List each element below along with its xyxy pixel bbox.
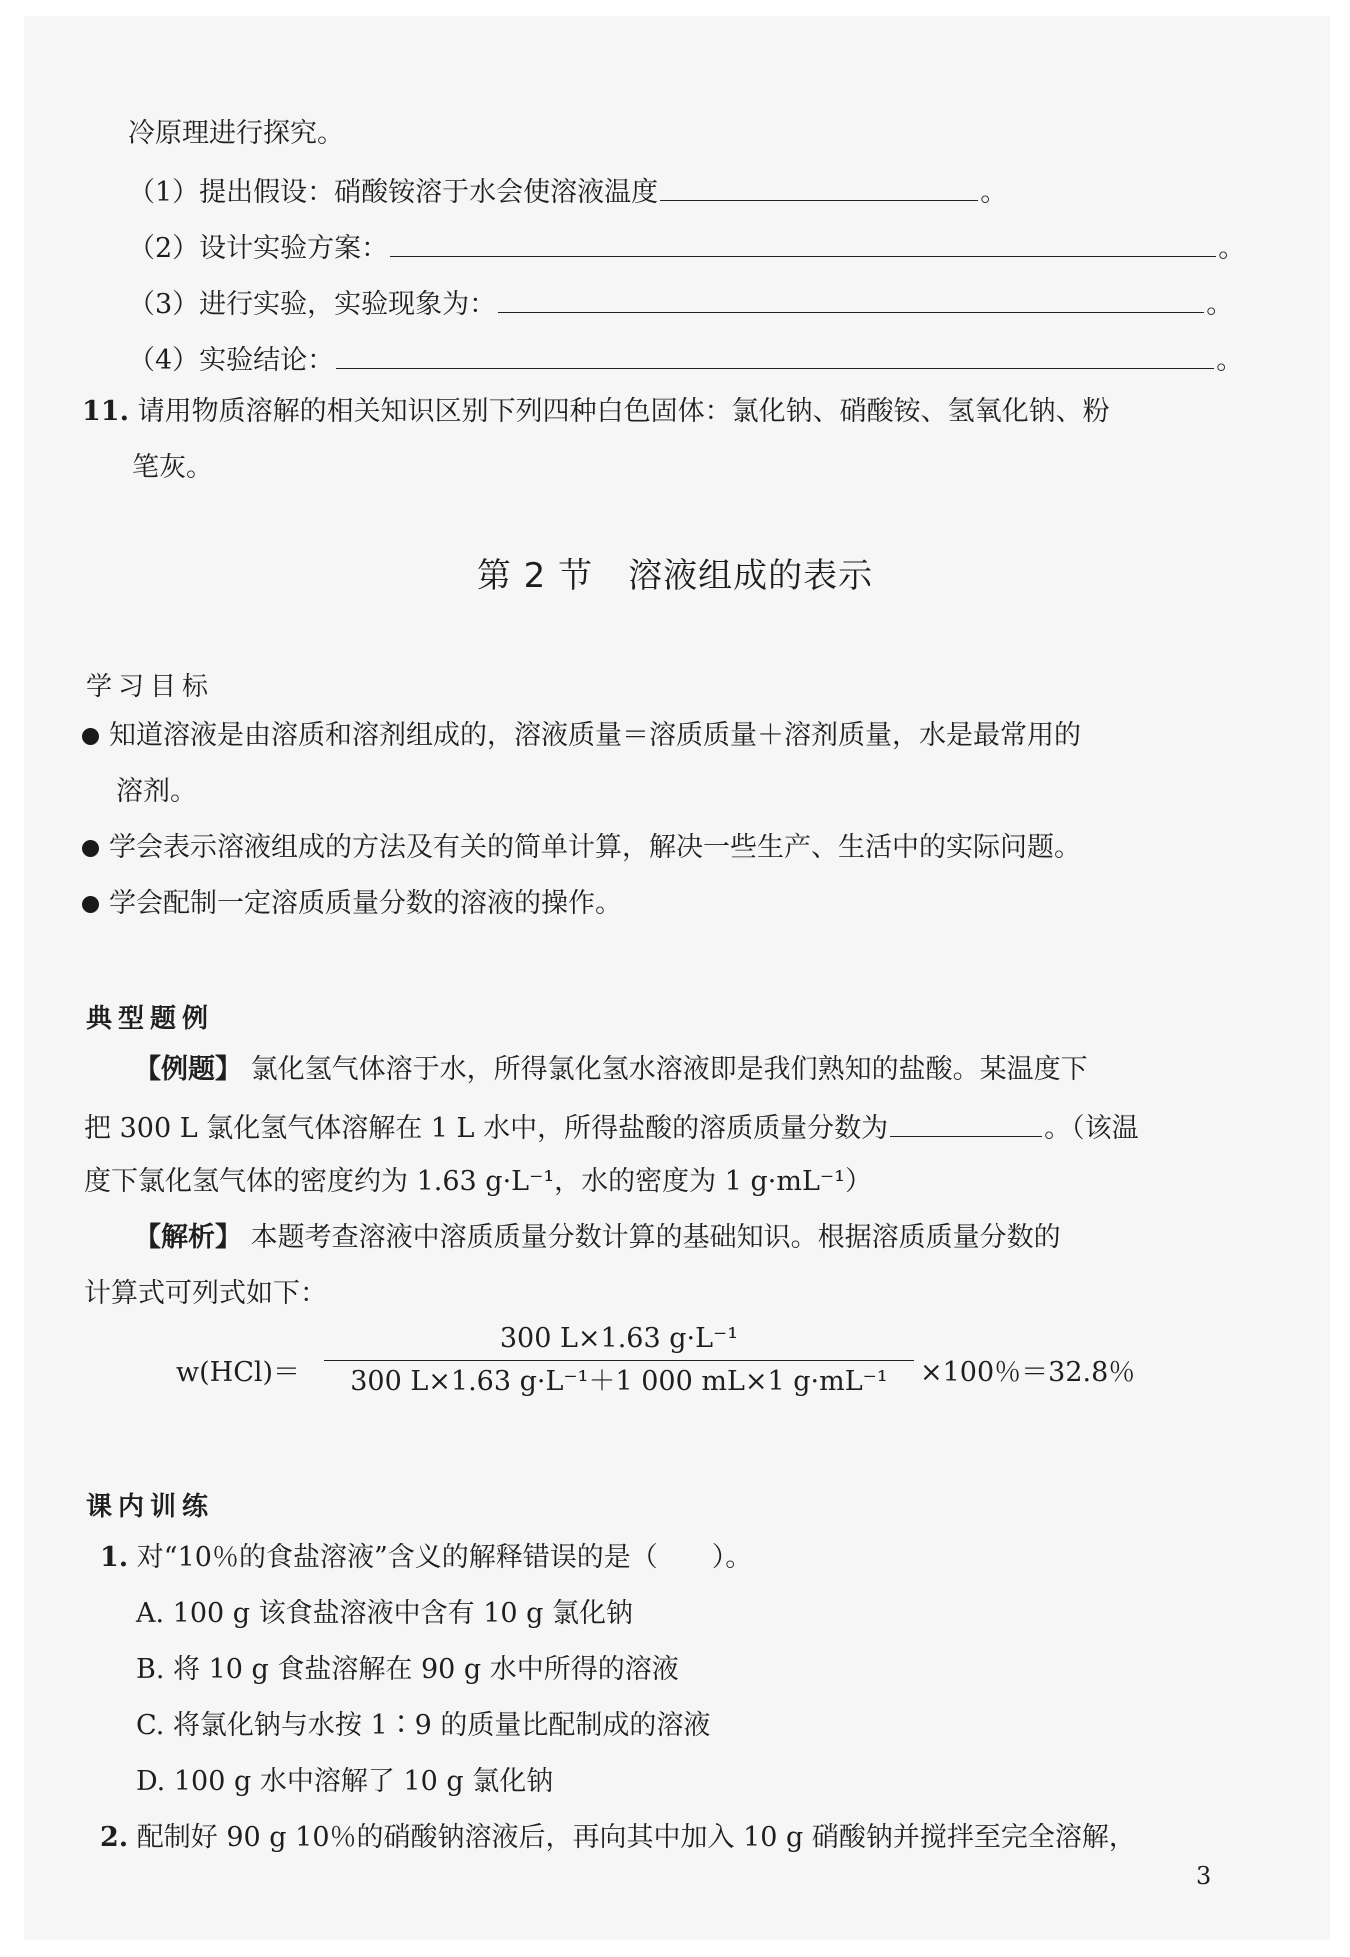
goal-text: 学会表示溶液组成的方法及有关的简单计算，解决一些生产、生活中的实际问题。	[109, 832, 1081, 863]
bullet-icon	[82, 896, 99, 913]
end-mark: 。	[980, 177, 1008, 208]
question-11-text: 请用物质溶解的相关知识区别下列四种白色固体：氯化钠、硝酸铵、氢氧化钠、粉	[137, 396, 1110, 427]
option-b: B. 将 10 g 食盐溶解在 90 g 水中所得的溶液	[136, 1654, 679, 1685]
goal-item	[82, 716, 1081, 756]
question-text: 配制好 90 g 10％的硝酸钠溶液后，再向其中加入 10 g 硝酸钠并搅拌至完全溶解，	[136, 1822, 1136, 1853]
example-header: 典型题例	[86, 1004, 215, 1034]
question-number: 2.	[100, 1822, 129, 1853]
formula-rhs: ×100％＝32.8％	[920, 1357, 1136, 1388]
question-sub-1	[128, 170, 1007, 213]
example-line-2	[84, 1106, 1139, 1149]
question-sub-1-text: （1）提出假设：硝酸铵溶于水会使溶液温度	[128, 177, 659, 208]
example-line-1	[134, 1050, 1088, 1090]
question-sub-3-text: （3）进行实验，实验现象为：	[128, 289, 497, 320]
answer-blank-2[interactable]	[390, 226, 1216, 257]
question-number: 1.	[100, 1542, 129, 1573]
bullet-icon	[82, 728, 99, 745]
example-line-3: 度下氯化氢气体的密度约为 1.63 g·L⁻¹，水的密度为 1 g·mL⁻¹）	[84, 1166, 872, 1197]
example-answer-blank[interactable]	[890, 1106, 1042, 1137]
question-11-number: 11.	[82, 396, 129, 427]
question-text: 对“10％的食盐溶液”含义的解释错误的是（ ）。	[136, 1542, 753, 1573]
option-d: D. 100 g 水中溶解了 10 g 氯化钠	[136, 1766, 554, 1797]
formula-lhs: w(HCl)＝	[176, 1357, 301, 1388]
answer-blank-1[interactable]	[660, 170, 978, 201]
practice-question-2	[100, 1818, 1136, 1858]
question-sub-2-text: （2）设计实验方案：	[128, 233, 389, 264]
goal-text: 知道溶液是由溶质和溶剂组成的，溶液质量＝溶质质量＋溶剂质量，水是最常用的	[109, 720, 1081, 751]
intro-line: 冷原理进行探究。	[128, 118, 344, 149]
example-text: 氯化氢气体溶于水，所得氯化氢水溶液即是我们熟知的盐酸。某温度下	[250, 1054, 1088, 1085]
goal-text: 学会配制一定溶质质量分数的溶液的操作。	[109, 888, 622, 919]
question-sub-3	[128, 282, 1233, 325]
section-title: 第 2 节 溶液组成的表示	[476, 556, 874, 596]
end-mark: 。	[1218, 233, 1246, 264]
fraction-bar	[324, 1360, 914, 1361]
example-text: 把 300 L 氯化氢气体溶解在 1 L 水中，所得盐酸的溶质质量分数为	[84, 1113, 889, 1144]
page-number: 3	[1196, 1862, 1212, 1890]
option-a: A. 100 g 该食盐溶液中含有 10 g 氯化钠	[136, 1598, 634, 1629]
end-mark: 。	[1206, 289, 1234, 320]
example-tag: 【例题】	[134, 1054, 242, 1085]
end-mark: 。	[1216, 345, 1244, 376]
question-sub-2	[128, 226, 1245, 269]
question-11	[82, 392, 1110, 432]
analysis-text: 本题考查溶液中溶质质量分数计算的基础知识。根据溶质质量分数的	[250, 1222, 1061, 1253]
question-sub-4	[128, 338, 1243, 381]
goal-item	[82, 828, 1081, 868]
question-sub-4-text: （4）实验结论：	[128, 345, 335, 376]
formula-fraction	[324, 1320, 914, 1401]
example-text: 。（该温	[1044, 1113, 1139, 1144]
analysis-tag: 【解析】	[134, 1222, 242, 1253]
practice-question-1	[100, 1538, 752, 1578]
goals-header: 学习目标	[86, 672, 215, 702]
formula-denominator: 300 L×1.63 g·L⁻¹＋1 000 mL×1 g·mL⁻¹	[350, 1366, 888, 1397]
bullet-icon	[82, 840, 99, 857]
formula-numerator: 300 L×1.63 g·L⁻¹	[499, 1323, 739, 1354]
goal-item	[82, 884, 622, 924]
goal-text-continued: 溶剂。	[116, 776, 197, 807]
option-c: C. 将氯化钠与水按 1∶9 的质量比配制成的溶液	[136, 1710, 711, 1741]
question-11-continued: 笔灰。	[132, 452, 213, 483]
answer-blank-3[interactable]	[498, 282, 1204, 313]
answer-blank-4[interactable]	[336, 338, 1214, 369]
practice-header: 课内训练	[86, 1492, 215, 1522]
analysis-line-2: 计算式可列式如下：	[84, 1278, 327, 1309]
analysis-line-1	[134, 1218, 1061, 1258]
